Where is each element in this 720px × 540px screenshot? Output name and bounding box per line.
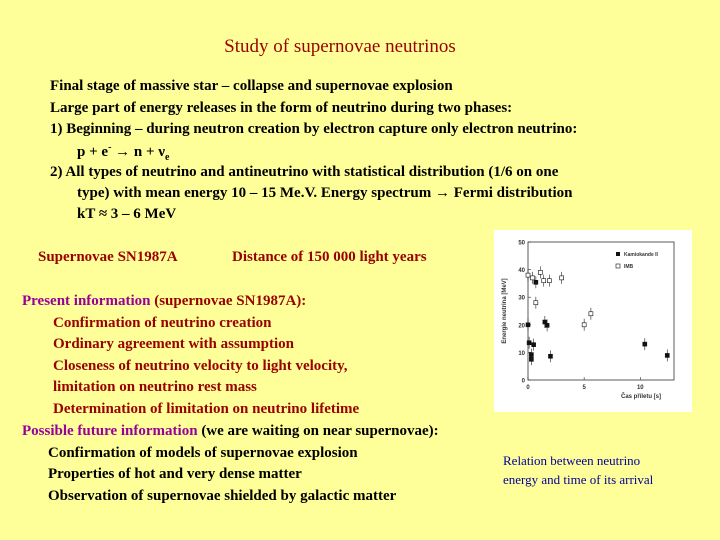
reaction-right: → n + ν: [111, 144, 165, 160]
kamiokande-point: [527, 341, 531, 345]
legend-marker-filled: [616, 252, 620, 256]
imb-point: [526, 273, 530, 277]
present-heading-rest: (supernovae SN1987A):: [150, 293, 307, 309]
x-tick-label: 5: [582, 385, 586, 391]
supernova-distance: Distance of 150 000 light years: [232, 249, 427, 265]
kamiokande-point: [534, 280, 538, 284]
imb-point: [582, 323, 586, 327]
kamiokande-point: [532, 343, 536, 347]
plot-frame: [528, 242, 674, 380]
kamiokande-point: [643, 342, 647, 346]
future-heading-rest: (we are waiting on near supernovae):: [197, 423, 439, 439]
reaction-charge: -: [108, 142, 112, 153]
y-tick-label: 10: [518, 350, 525, 357]
y-axis-label: Energie neutrina [MeV]: [502, 278, 508, 344]
imb-point: [560, 276, 564, 280]
future-item: Properties of hot and very dense matter: [48, 466, 302, 482]
present-heading: [22, 293, 306, 310]
legend-label: Kamiokande II: [624, 252, 658, 258]
y-tick-label: 50: [518, 240, 525, 247]
intro-line-1: Final stage of massive star – collapse and supernovae explosion: [50, 78, 453, 94]
x-tick-label: 10: [636, 385, 644, 391]
y-tick-label: 20: [518, 323, 525, 330]
future-heading: [22, 423, 439, 440]
neutrino-arrival-chart: [494, 230, 692, 412]
chart-canvas: [494, 230, 692, 412]
legend-marker-open: [616, 264, 620, 268]
x-axis-label: Čas příletu [s]: [620, 394, 662, 400]
kamiokande-point: [665, 353, 669, 357]
y-tick-label: 40: [518, 268, 525, 275]
future-item: Confirmation of models of supernovae explosion: [48, 445, 358, 461]
present-item: Confirmation of neutrino creation: [53, 315, 272, 331]
imb-point: [547, 279, 551, 283]
intro-line-3: 1) Beginning – during neutron creation by electron capture only electron neutrino:: [50, 121, 578, 137]
kamiokande-point: [526, 323, 530, 327]
future-heading-label: Possible future information: [22, 423, 198, 439]
chart-caption-line-1: Relation between neutrino: [503, 453, 641, 468]
reaction-left: p + e: [77, 144, 109, 160]
present-heading-label: Present information: [22, 293, 151, 309]
present-item: limitation on neutrino rest mass: [53, 379, 257, 395]
reaction-flavour: e: [165, 152, 170, 163]
y-tick-label: 30: [518, 295, 525, 302]
present-item: Closeness of neutrino velocity to light velocity,: [53, 358, 348, 374]
intro-line-7: kT ≈ 3 – 6 MeV: [77, 206, 177, 222]
supernova-name: Supernovae SN1987A: [38, 249, 178, 265]
kamiokande-point: [545, 323, 549, 327]
imb-point: [538, 270, 542, 274]
x-tick-label: 0: [526, 385, 530, 391]
present-item: Determination of limitation on neutrino lifetime: [53, 401, 360, 417]
kamiokande-point: [529, 353, 533, 357]
imb-point: [589, 312, 593, 316]
future-item: Observation of supernovae shielded by galactic matter: [48, 488, 397, 504]
intro-line-2: Large part of energy releases in the form of neutrino during two phases:: [50, 100, 513, 116]
reaction-formula: [77, 142, 169, 163]
imb-point: [534, 301, 538, 305]
slide-title: Study of supernovae neutrinos: [224, 36, 456, 57]
present-item: Ordinary agreement with assumption: [53, 336, 294, 352]
intro-line-6: type) with mean energy 10 – 15 Me.V. Energy spectrum → Fermi distribution: [77, 185, 573, 201]
chart-caption-line-2: energy and time of its arrival: [503, 472, 654, 487]
kamiokande-point: [548, 354, 552, 358]
imb-point: [542, 279, 546, 283]
intro-line-5: 2) All types of neutrino and antineutrino with statistical distribution (1/6 on one: [50, 164, 559, 180]
imb-point: [530, 276, 534, 280]
y-tick-label: 0: [521, 378, 525, 385]
legend-label: IMB: [624, 264, 634, 270]
